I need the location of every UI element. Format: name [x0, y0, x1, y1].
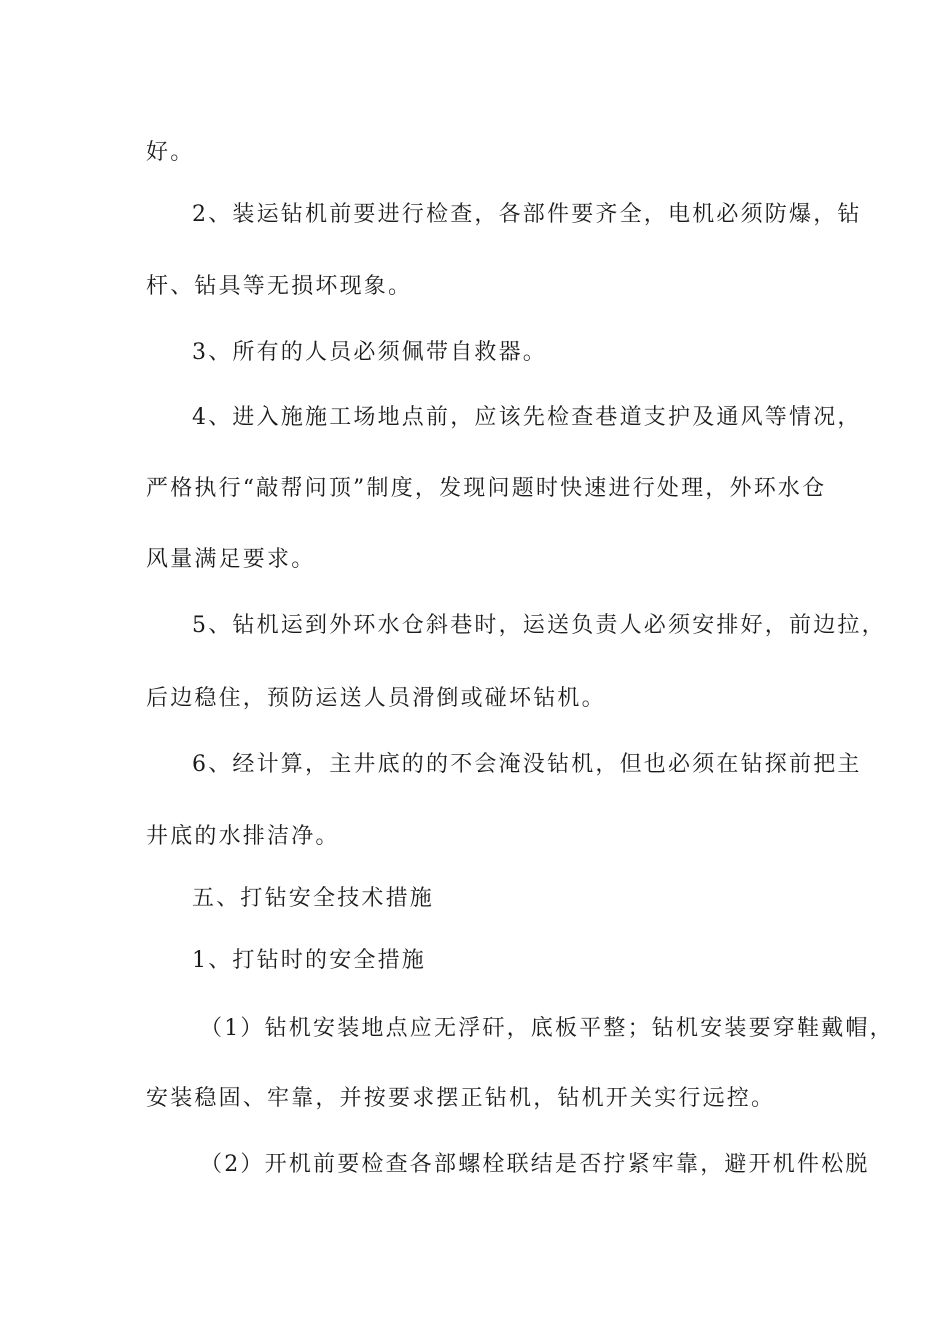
paragraph-line: 4、进入施施工场地点前，应该先检查巷道支护及通风等情况，: [192, 405, 862, 430]
paragraph-line: 杆、钻具等无损坏现象。: [146, 274, 413, 299]
section-heading: 五、打钻安全技术措施: [192, 886, 435, 911]
paragraph-line: 3、所有的人员必须佩带自救器。: [192, 340, 547, 365]
paragraph-line: （2）开机前要检查各部螺栓联结是否拧紧牢靠，避开机件松脱: [200, 1152, 870, 1177]
paragraph-line: 严格执行“敲帮问顶”制度，发现问题时快速进行处理，外环水仓: [146, 476, 827, 501]
paragraph-line: （1）钻机安装地点应无浮矸，底板平整；钻机安装要穿鞋戴帽，: [200, 1016, 894, 1041]
paragraph-line: 风量满足要求。: [146, 547, 316, 572]
paragraph-line: 好。: [146, 140, 195, 165]
paragraph-line: 5、钻机运到外环水仓斜巷时，运送负责人必须安排好，前边拉，: [192, 613, 886, 638]
paragraph-line: 6、经计算，主井底的的不会淹没钻机，但也必须在钻探前把主: [192, 752, 862, 777]
paragraph-line: 井底的水排洁净。: [146, 824, 340, 849]
paragraph-line: 安装稳固、牢靠，并按要求摆正钻机，钻机开关实行远控。: [146, 1086, 776, 1111]
paragraph-line: 2、装运钻机前要进行检查，各部件要齐全，电机必须防爆，钻: [192, 202, 862, 227]
paragraph-line: 后边稳住，预防运送人员滑倒或碰坏钻机。: [146, 686, 606, 711]
subsection-heading: 1、打钻时的安全措施: [192, 948, 426, 973]
